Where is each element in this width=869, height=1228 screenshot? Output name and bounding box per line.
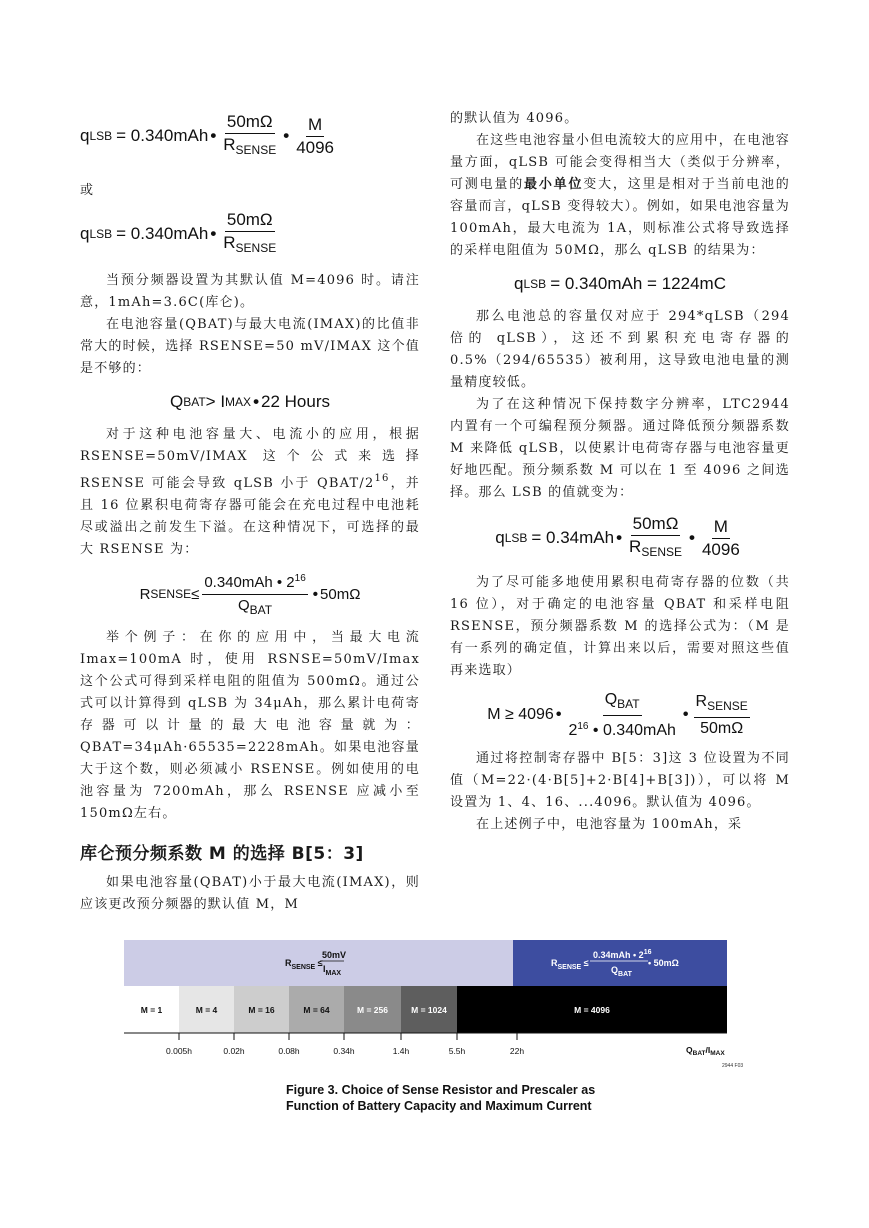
tick-label: 0.34h [333, 1046, 355, 1056]
svg-text:IMAX: $I_{MAX}$ [323, 964, 342, 977]
tick-label: 0.005h [166, 1046, 192, 1056]
svg-text:RSENSE ≤: $R_{SENSE}$ ≤ [551, 958, 589, 971]
tick-label: 0.08h [278, 1046, 300, 1056]
paragraph: 举个例子：在你的应用中，当最大电流 Imax=100mA 时，使用 RSNSE=50mV/Imax 这个公式可得到采样电阻的阻值为 500mΩ。通过公式可以计算得到 qLSB 为 34μAh，那么累计电荷寄存器可以计量的最大电池容量就为：QBAT=34μAh·65535=2228mAh。如果电池容量大于这个数，则必须减小 RSENSE。例如使用的电池容量为 7200mAh，那么 RSENSE 应减小至 150mΩ左右。 [80, 630, 420, 821]
m-selection-formula: M ≥ 4096 • $\frac{Q_{BAT}}{2^{16} • 0.340mAh}$ • $\frac{R_{SENSE}}{50m\Omega}$ [487, 690, 748, 739]
svg-text:QBAT: $Q_{BAT}$ [611, 965, 632, 978]
segment-label: M = 1 [140, 1005, 163, 1015]
section-heading: 库仑预分频系数 M 的选择 B[5：3] [80, 844, 364, 864]
paragraph: 对于这种电池容量大、电流小的应用，根据 RSENSE=50mV/IMAX 这个公式来选择 RSENSE 可能会导致 qLSB 小于 QBAT/$2^{16}$，并且 16 位累积电荷寄存器可能会在充电过程中电池耗尽或溢出之前发生下溢。在这种情况下，可选择的最大 RSENSE 为： [80, 427, 420, 557]
segment-label: M = 64 [303, 1005, 330, 1015]
svg-text:• 50mΩ: • 50mΩ [648, 958, 679, 968]
prescaler-segments [124, 986, 727, 1033]
axis-label: $Q_{BAT}/I_{MAX}$ [686, 1045, 725, 1057]
svg-text:RSENSE ≤: $R_{SENSE}$ ≤ [285, 958, 323, 971]
paragraph: 通过将控制寄存器中 B[5：3]这 3 位设置为不同值（M=22·(4·B[5]+2·B[4]+B[3])），可以将 M 设置为 1、4、16、...4096。默认值为 4096。 [450, 751, 790, 810]
tick-label: 1.4h [392, 1046, 410, 1056]
figure-caption: Figure 3. Choice of Sense Resistor and Prescaler as Function of Battery Capacity and Maximum Current [286, 1083, 596, 1113]
or-text: 或 [80, 183, 95, 198]
rsense-band-right [513, 940, 727, 986]
tick-label: 5.5h [448, 1046, 466, 1056]
qbat-condition-formula: Q BAT > I MAX • 22 Hours [169, 392, 330, 411]
rsense-max-formula: R SENSE ≤ $\frac{0.340mAh • 2^{16}}{Q_{BAT}}$ • 50mΩ [80, 561, 420, 627]
qlsb-formula-default: q LSB = 0.340mAh • $\frac{50m\Omega}{R_{SENSE}}$ [80, 210, 277, 255]
segment-label: M = 4096 [574, 1005, 610, 1015]
segment-label: M = 4 [195, 1005, 218, 1015]
paragraph: 在这些电池容量小但电流较大的应用中，在电池容量方面，qLSB 可能会变得相当大（类似于分辨率，可测电量的最小单位变大，这里是相对于当前电池的容量而言，qLSB 变得较大）。例如，如果电池容量为 100mAh，最大电流为 1A，则标准公式将导致选择的采样电阻值为 50MΩ，那么 qLSB 的结果为： [450, 133, 790, 258]
qlsb-prescaler-formula: q LSB = 0.34mAh • $\frac{50m\Omega}{R_{SENSE}}$ • $\frac{M}{4096}$ [495, 514, 740, 559]
figure-code: 2944 F03 [722, 1063, 744, 1069]
paragraph: 为了在这种情况下保持数字分辨率，LTC2944 内置有一个可编程预分频器。通过降低预分频器系数 M 来降低 qLSB，以使累计电荷寄存器与电池容量更好地匹配。预分频系数 M 可以在 1 至 4096 之间选择。那么 LSB 的值就变为： [450, 397, 790, 500]
paragraph: 为了尽可能多地使用累积电荷寄存器的位数（共 16 位），对于确定的电池容量 QBAT 和采样电阻 RSENSE，预分频器系数 M 的选择公式为：（M 是有一系列的确定值，计算出来以后，需要对照这些值再来选取） [450, 575, 790, 678]
tick-label: 0.02h [223, 1046, 245, 1056]
svg-text:50mV: 50mV [322, 950, 347, 960]
paragraph: 在电池容量(QBAT)与最大电流(IMAX)的比值非常大的时候，选择 RSENSE=50 mV/IMAX 这个值是不够的： [80, 317, 420, 376]
paragraph: 在上述例子中，电池容量为 100mAh，采 [476, 817, 743, 832]
paragraph: 如果电池容量(QBAT)小于最大电流(IMAX)，则应该更改预分频器的默认值 M，M [80, 875, 420, 912]
paragraph: 那么电池总的容量仅对应于 294*qLSB（294 倍的 qLSB），这还不到累积充电寄存器的 0.5%（294/65535）被利用，这导致电池电量的测量精度较低。 [450, 309, 790, 390]
qlsb-result-formula: q LSB = 0.340mAh = 1224mC [514, 274, 726, 293]
tick-label: 22h [509, 1046, 525, 1056]
segment-label: M = 16 [248, 1005, 275, 1015]
qlsb-formula-full: q LSB = 0.340mAh • $\frac{50m\Omega}{R_{SENSE}}$ • $\frac{M}{4096}$ [80, 112, 335, 157]
segment-label: M = 256 [357, 1005, 388, 1015]
paragraph: 的默认值为 4096。 [450, 111, 579, 126]
paragraph: 当预分频器设置为其默认值 M=4096 时。请注意，1mAh=3.6C(库仑)。 [80, 273, 420, 310]
svg-text:0.34mAh • 216: 0.34mAh • $2^{16}$ [593, 949, 652, 960]
segment-label: M = 1024 [411, 1005, 447, 1015]
axis-ticks [166, 1033, 524, 1056]
